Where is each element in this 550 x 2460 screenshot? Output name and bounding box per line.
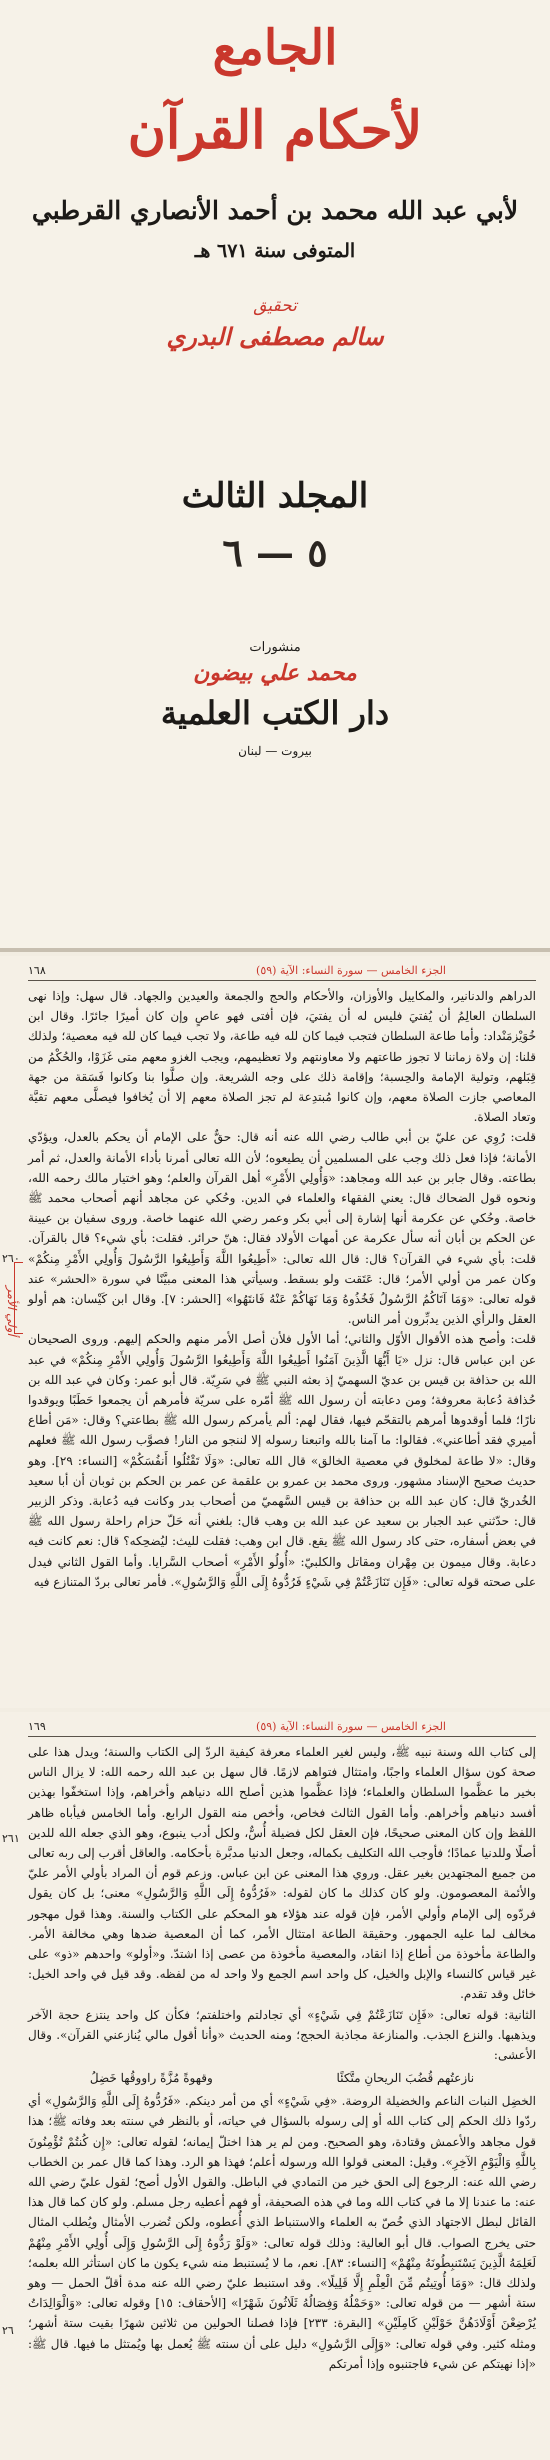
author-death-date: المتوفى سنة ٦٧١ هـ xyxy=(194,240,356,262)
header-title: الجزء الخامس — سورة النساء: الآية (٥٩) xyxy=(256,1720,446,1733)
page-divider xyxy=(0,948,550,952)
editor-name: سالم مصطفى البدري xyxy=(166,322,384,351)
handwritten-margin-note: أولي الأمر xyxy=(5,1286,19,1336)
verse-second-hemistich: وقهوةً مُزَّةً راووقُها خَضِلُ xyxy=(89,2071,213,2086)
paragraph: قلت: رُوِي عن عليّ بن أبي طالب رضي الله عنه أنه قال: حقٌّ على الإمام أن يحكم بالعدل، ويؤدّي الأمانة؛ فإذا فعل ذلك وجب على المسلمين أن يطيعوه؛ لأن الله تعالى أمرنا بأداء الأمانة والعدل، ثم أمر بطاعته. وقال جابر بن عبد الله ومجاهد: «وَأُولِي الأَمْرِ» أهل القرآن والعلم؛ وهو اختيار مالك رحمه الله، ونحوه قول الضحاك قال: يعني الفقهاء والعلماء في الدين. وحُكي عن مجاهد أنهم أصحاب محمد ﷺ خاصة. وحُكي عن عكرمة أنها إشارة إلى أبي بكر وعمر رضي الله عنهما خاصة. وروى سفيان بن عيينة عن الحكم بن أبان أنه سأل عكرمة عن أمهات الأولاد فقال: هنّ حرائر. فقلت: بأي شيء؟ قال بالقرآن. قلت: بأي شيء في القرآن؟ قال: قال الله تعالى: «أَطِيعُوا اللَّهَ وَأَطِيعُوا الرَّسُولَ وَأُولِي الأَمْرِ مِنكُمْ» وكان عمر من أولي الأمر؛ قال: عَتَقت ولو بسقط. وسيأتي هذا المعنى مبيَّنًا في سورة «الحشر» عند قوله تعالى: «وَمَا آتَاكُمُ الرَّسُولُ فَخُذُوهُ وَمَا نَهَاكُمْ عَنْهُ فَانتَهُوا» [الحشر: ٧]. وقال ابن كَيْسان: هم أولو العقل والرأي الذين يدبِّرون أمر الناس. xyxy=(28,1130,536,1327)
paragraph: قلت: وأصح هذه الأقوال الأوّل والثاني؛ أما الأول فلأن أصل الأمر منهم والحكم إليهم. وروى الصحيحان عن ابن عباس قال: نزل «يَا أَيُّهَا الَّذِينَ آمَنُوا أَطِيعُوا اللَّهَ وَأَطِيعُوا الرَّسُولَ وَأُولِي الأَمْرِ مِنكُمْ» في عبد الله بن حذافة بن قيس بن عديّ السهميّ إذ بعثه النبي ﷺ في سَرِيّة. قال أبو عمر: وكان في عبد الله بن حُذافة دُعابة معروفة؛ ومن دعابته أن رسول الله ﷺ أمّره على سريّة فأمرهم أن يجمعوا حَطَبًا ويوقدوا نارًا؛ فلما أوقدوها أمرهم بالتقحّم فيها، فقال لهم: ألم يأمركم رسول الله ﷺ بطاعتي؟ وقال: «مَن أطاع أميري فقد أطاعني». فقالوا: ما آمنا بالله واتبعنا رسوله إلا لننجو من النار! فصوَّب رسول الله ﷺ فعلهم وقال: «لا طاعة لمخلوق في معصية الخالق» قال الله تعالى: «وَلَا تَقْتُلُوا أَنفُسَكُمْ» [النساء: ٢٩]. وهو حديث صحيح الإسناد مشهور. وروى محمد بن عمرو بن علقمة عن عمر بن الحكم بن ثوبان أن أبا سعيد الخُدريّ قال: كان عبد الله بن حذافة بن قيس السَّهميّ من أصحاب بدر وكانت فيه دُعابة. وذكر الزبير قال: حدّثني عبد الجبار بن سعيد عن عبد الله بن وهب قال: بلغني أنه حَلّ حزام راحلة رسول الله ﷺ في بعض أسفاره، حتى كاد رسول الله ﷺ يقع. قال ابن وهب: فقلت لليث: ليُضحِكه؟ قال: نعم كانت فيه دعابة. وقال ميمون بن مِهْران ومقاتل والكلبيّ: «أُولُو الأَمْرِ» أصحاب السَّرايا. وأما القول الثاني فيدل على صحته قوله تعالى: «فَإِن تَنَازَعْتُمْ فِي شَيْءٍ فَرُدُّوهُ إِلَى اللَّهِ وَالرَّسُولِ». فأمر تعالى بردّ المتنازع فيه xyxy=(28,1332,536,1589)
publishing-house: دار الكتب العلمية xyxy=(160,694,390,732)
paragraph: الدراهم والدنانير، والمكاييل والأوزان، والأحكام والحج والجمعة والعيدين والجهاد. قال سهل: وإذا نهى السلطان العالِمُ أن يُفتيَ فليس له أن يفتيَ، فإن أفتى فهو عاصٍ وإن كان أميرًا جائرًا. وقال ابن خُوَيْزمَنْداد: وأما طاعة السلطان فتجب فيما كان لله فيه طاعة، ولا تجب فيما كان لله فيه معصية؛ ولذلك قلنا: إن ولاة زماننا لا تجوز طاعتهم ولا معاونتهم ولا تعظيمهم، ويجب الغزو معهم متى غَزَوْا، والحُكْمُ من قِبَلهم، وتولية الإمامة والحِسبة؛ وإقامة ذلك على وجه الشريعة. وإن صلَّوا بنا وكانوا فَسَقة من جهة المعاصي جازت الصلاة معهم، وإن كانوا مُبتدِعة لم تجز الصلاة معهم إلا أن يُخافوا فيصلَّى معهم تقيَّة وتعاد الصلاة. xyxy=(28,989,536,1125)
edited-by-label: تحقيق xyxy=(253,296,297,316)
running-header xyxy=(28,962,536,981)
margin-reference-number: ٢٦ xyxy=(2,2324,14,2337)
running-header xyxy=(28,1718,536,1737)
title-page xyxy=(0,0,550,948)
poetry-verse xyxy=(28,2067,536,2089)
paragraph: إلى كتاب الله وسنة نبيه ﷺ، وليس لغير العلماء معرفة كيفية الردّ إلى الكتاب والسنة؛ ويدل هذا على صحة كون سؤال العلماء واجبًا، وامتثال فتواهم لازمًا. قال سهل بن عبد الله رحمه الله: لا يزال الناس بخير ما عظَّموا السلطان والعلماء؛ فإذا عظَّموا هذين أصلح الله دنياهم وأخراهم، وإذا استخفّوا بهذين أفسد دنياهم وأخراهم. وأما القول الثالث فخاص، وأخص منه القول الرابع. وأما الخامس فيأباه ظاهر اللفظ وإن كان المعنى صحيحًا، فإن العقل لكل فضيلة أُسٌّ، ولكل أدب ينبوع، وهو الذي جعله الله للدين أصلًا وللدنيا عمادًا؛ فأوجب الله التكليف بكماله، وجعل الدنيا مدبَّرة بأحكامه. والعاقل أقرب إلى ربه تعالى من جميع المجتهدين بغير عقل. وروي هذا المعنى عن ابن عباس. وزعم قوم أن المراد بأولي الأمر عليّ والأئمة المعصومون. ولو كان كذلك ما كان لقوله: «فَرُدُّوهُ إِلَى اللَّهِ وَالرَّسُولِ» معنى؛ بل كان يقول فردّوه إلى الإمام وأولي الأمر، فإن قوله عند هؤلاء هو المحكم على الكتاب والسنة. وهذا قول مهجور مخالف لما عليه الجمهور. وحقيقة الطاعة امتثال الأمر، كما أن المعصية ضدها وهي مخالفة الأمر. والطاعة مأخوذة من أطاع إذا انقاد، والمعصية مأخوذة من عصى إذا اشتدّ. و«أولو» واحدهم «ذو» على غير قياس كالنساء والإبل والخيل، كل واحد اسم الجمع ولا واحد له من لفظه. وقد قيل في واحد الخيل: خائل وقد تقدم. xyxy=(28,1745,536,2002)
paragraph: الثانية: قوله تعالى: «فَإِن تَنَازَعْتُمْ فِي شَيْءٍ» أي تجادلتم واختلفتم؛ فكأن كل واحد ينتزع حجة الآخر ويذهبها. والنزع الجذب. والمنازعة مجاذبة الحجج؛ ومنه الحديث «وأنا أقول مالي يُنازعني القرآن». وقال الأعشى: xyxy=(28,2007,536,2063)
verse-first-hemistich: نازعتُهم قُضُبَ الريحانِ متَّكئًا xyxy=(336,2071,475,2086)
text-page-169 xyxy=(0,1712,550,2460)
parts-range: ٥ — ٦ xyxy=(222,530,328,575)
page-body-text xyxy=(28,986,536,1592)
paragraph: الخضِل النبات الناعم والخضيلة الروضة. «فِي شَيْءٍ» أي من أمر دينكم. «فَرُدُّوهُ إِلَى اللَّهِ وَالرَّسُولِ» أي ردّوا ذلك الحكم إلى كتاب الله أو إلى رسوله بالسؤال في حياته، أو بالنظر في سنته بعد وفاته ﷺ؛ هذا قول مجاهد والأعمش وقتادة، وهو الصحيح. ومن لم ير هذا اختلّ إيمانه؛ لقوله تعالى: «إِن كُنتُمْ تُؤْمِنُونَ بِاللَّهِ وَالْيَوْمِ الآخِرِ». وقيل: المعنى قولوا الله ورسوله أعلم؛ فهذا هو الرد. وهذا كما قال عمر بن الخطاب رضي الله عنه: الرجوع إلى الحق خير من التمادي في الباطل. والقول الأول أصح؛ لقول عليّ رضي الله عنه: ما عندنا إلا ما في كتاب الله وما في هذه الصحيفة، أو فهم أعطيه رجل مسلم. ولو كان كما قال هذا القائل لبطل الاجتهاد الذي خُصّ به العلماء والاستنباط الذي أُعطوه، ولكن تُضرب الأمثال ويُطلب المثال حتى يخرج الصواب. قال أبو العالية: وذلك قوله تعالى: «وَلَوْ رَدُّوهُ إِلَى الرَّسُولِ وَإِلَى أُولِي الأَمْرِ مِنْهُمْ لَعَلِمَهُ الَّذِينَ يَسْتَنبِطُونَهُ مِنْهُمْ» [النساء: ٨٣]. نعم، ما لا يُستنبط منه شيء يكون ما كان استأثر الله بعلمه؛ ولذلك قال: «وَمَا أُوتِيتُم مِّنَ الْعِلْمِ إِلَّا قَلِيلًا». وقد استنبط عليّ رضي الله عنه مدة أقلّ الحمل — وهو ستة أشهر — من قوله تعالى: «وَحَمْلُهُ وَفِصَالُهُ ثَلَاثُونَ شَهْرًا» [الأحقاف: ١٥] وقوله تعالى: «وَالْوَالِدَاتُ يُرْضِعْنَ أَوْلَادَهُنَّ حَوْلَيْنِ كَامِلَيْنِ» [البقرة: ٢٣٣] فإذا فصلنا الحولين من ثلاثين شهرًا بقيت ستة أشهر؛ ومثله كثير. وفي قوله تعالى: «وَإِلَى الرَّسُولِ» دليل على أن سنته ﷺ يُعمل بها ويُمتثل ما فيها. قال ﷺ: «إذا نهيتكم عن شيء فاجتنبوه وإذا أمرتكم xyxy=(28,2094,536,2371)
book-title-line-2: لأحكام القرآن xyxy=(127,100,423,161)
publisher-name: محمد علي بيضون xyxy=(193,660,357,686)
publisher-city: بيروت — لبنان xyxy=(238,744,312,758)
author-name: لأبي عبد الله محمد بن أحمد الأنصاري القرطبي xyxy=(31,196,519,225)
page-number: ١٦٨ xyxy=(28,964,46,977)
page-body-text xyxy=(28,1742,536,2374)
volume-label: المجلد الثالث xyxy=(181,476,369,516)
margin-reference-number: ٢٦١ xyxy=(2,1832,20,1845)
text-page-168 xyxy=(0,956,550,1708)
publications-label: منشورات xyxy=(249,640,301,655)
book-title-line-1: الجامع xyxy=(212,20,338,76)
page-number: ١٦٩ xyxy=(28,1720,46,1733)
header-title: الجزء الخامس — سورة النساء: الآية (٥٩) xyxy=(256,964,446,977)
margin-reference-number: ٢٦٠ xyxy=(2,1252,20,1265)
